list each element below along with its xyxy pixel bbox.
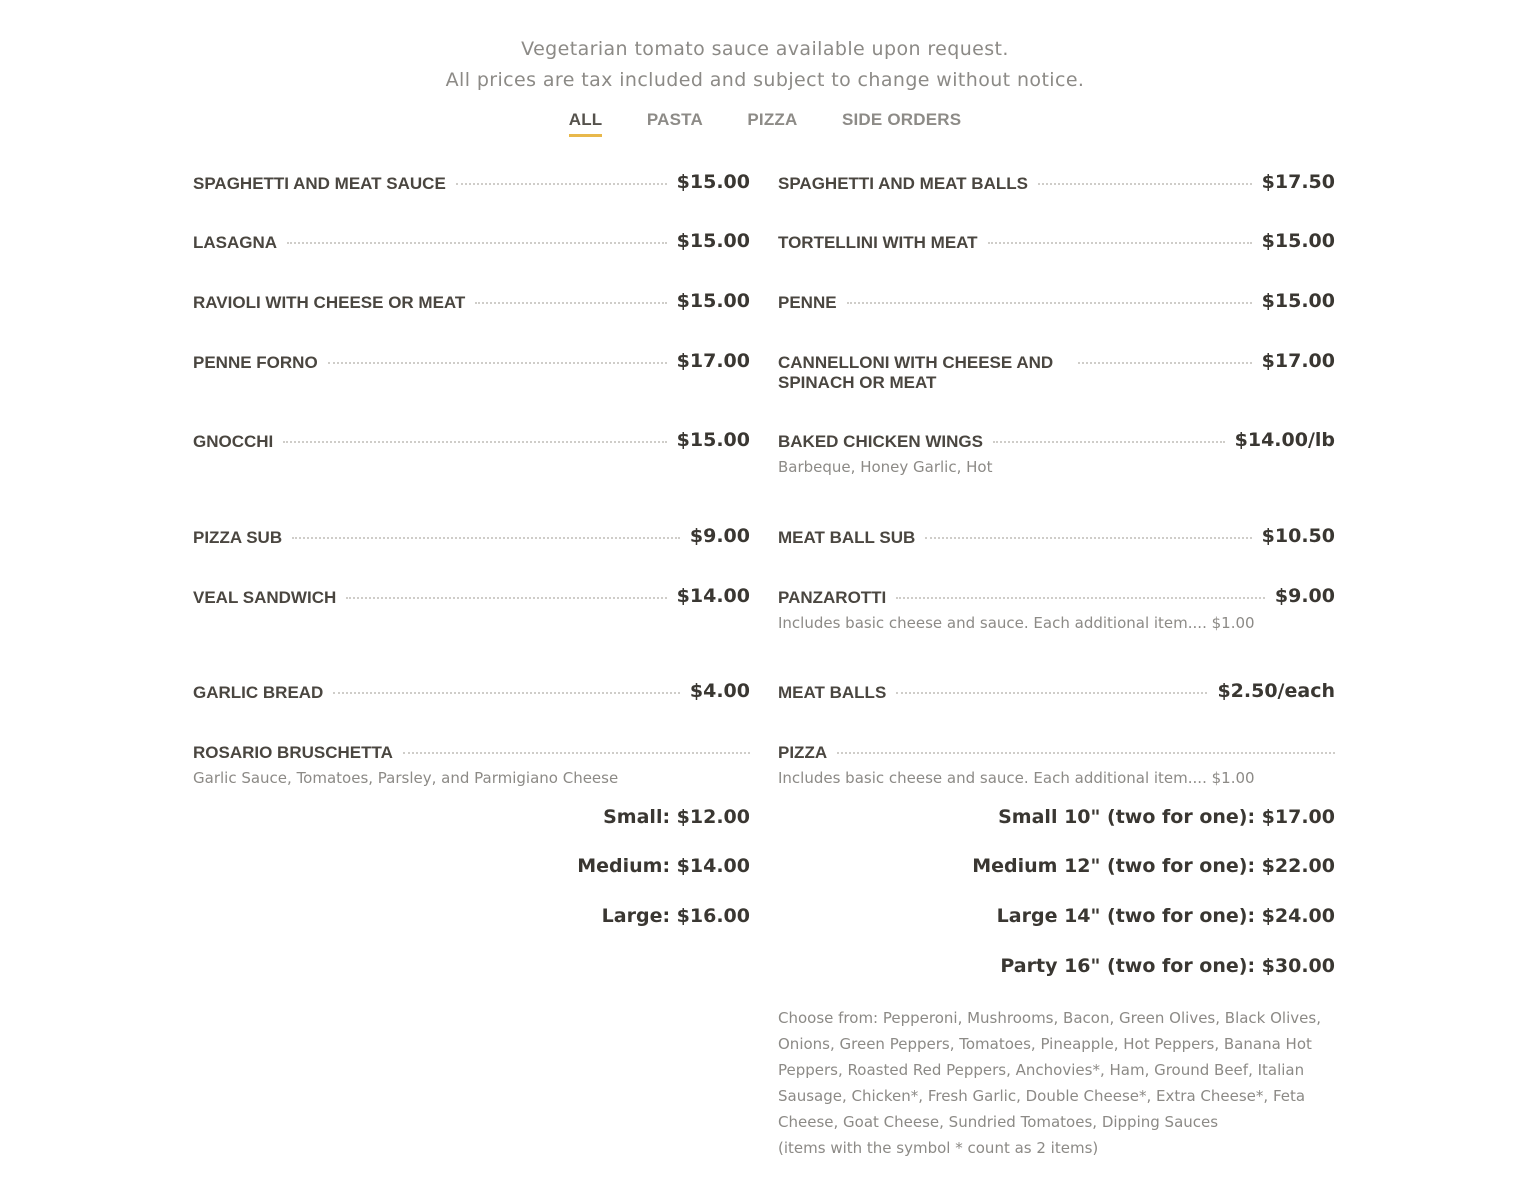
- size-price: Large: $16.00: [601, 905, 750, 927]
- tab-pasta[interactable]: PASTA: [646, 110, 703, 129]
- item-price: $17.00: [676, 350, 750, 372]
- menu-item: [193, 349, 750, 373]
- toppings-list: Choose from: Pepperoni, Mushrooms, Bacon, Green Olives, Black Olives, Onions, Green Peppers, Tomatoes, Pineapple, Hot Peppers, Banana Hot Peppers, Roasted Red Peppers, Anchovies*, Ham, Ground Beef, Italian Sausage, Chicken*, Fresh Garlic, Double Cheese*, Extra Cheese*, Feta Cheese, Goat Cheese, Sundried Tomatoes, Dipping Sauces: [778, 1009, 1321, 1131]
- item-name: CANNELLONI WITH CHEESE AND SPINACH OR MEAT: [778, 353, 1054, 392]
- item-description: Includes basic cheese and sauce. Each additional item.... $1.00: [778, 769, 1255, 787]
- menu-item: [778, 289, 1335, 313]
- item-name: PANZAROTTI: [778, 588, 887, 607]
- size-price: Small: $12.00: [603, 806, 750, 828]
- item-price: $15.00: [676, 230, 750, 252]
- size-price: Party 16" (two for one): $30.00: [1000, 955, 1335, 977]
- item-price: $17.00: [1261, 350, 1335, 372]
- menu-item: [778, 679, 1335, 703]
- item-name: BAKED CHICKEN WINGS: [778, 432, 983, 451]
- menu-item: [778, 524, 1335, 548]
- item-description: Garlic Sauce, Tomatoes, Parsley, and Parmigiano Cheese: [193, 769, 619, 787]
- menu-item: [193, 289, 750, 313]
- item-price: $15.00: [676, 429, 750, 451]
- pizza-toppings: [778, 1005, 1328, 1161]
- leader-dots: [333, 679, 680, 694]
- item-name: RAVIOLI WITH CHEESE OR MEAT: [193, 293, 466, 312]
- item-name: MEAT BALLS: [778, 683, 887, 702]
- tab-all[interactable]: ALL: [569, 110, 603, 137]
- item-price: $4.00: [689, 680, 750, 702]
- menu-item: [193, 584, 750, 608]
- size-price: Medium: $14.00: [577, 855, 750, 877]
- menu-item: [193, 679, 750, 703]
- menu-item: [193, 170, 750, 194]
- item-price: $10.50: [1261, 525, 1335, 547]
- leader-dots: [925, 524, 1251, 539]
- toppings-note: (items with the symbol * count as 2 items): [778, 1139, 1099, 1157]
- leader-dots: [328, 349, 667, 364]
- leader-dots: [456, 170, 667, 185]
- size-price: Large 14" (two for one): $24.00: [996, 905, 1335, 927]
- leader-dots: [1038, 170, 1252, 185]
- leader-dots: [896, 679, 1207, 694]
- menu-item: [778, 739, 1335, 788]
- item-name: MEAT BALL SUB: [778, 528, 916, 547]
- menu-notes: [0, 34, 1530, 96]
- item-price: $2.50/each: [1217, 680, 1335, 702]
- item-name: LASAGNA: [193, 233, 278, 252]
- menu-item: [193, 524, 750, 548]
- item-name: GNOCCHI: [193, 432, 274, 451]
- leader-dots: [847, 289, 1252, 304]
- leader-dots: [403, 739, 750, 754]
- item-name: PENNE FORNO: [193, 353, 318, 372]
- leader-dots: [346, 584, 666, 599]
- item-name: SPAGHETTI AND MEAT BALLS: [778, 174, 1028, 193]
- leader-dots: [993, 428, 1225, 443]
- item-name: PIZZA SUB: [193, 528, 283, 547]
- menu-item: [778, 170, 1335, 194]
- item-price: $15.00: [676, 171, 750, 193]
- item-price: $9.00: [689, 525, 750, 547]
- menu-item: [778, 584, 1335, 633]
- item-description: Barbeque, Honey Garlic, Hot: [778, 458, 993, 476]
- item-name: VEAL SANDWICH: [193, 588, 337, 607]
- item-name: SPAGHETTI AND MEAT SAUCE: [193, 174, 446, 193]
- item-description: Includes basic cheese and sauce. Each additional item.... $1.00: [778, 614, 1255, 632]
- item-name: GARLIC BREAD: [193, 683, 324, 702]
- item-name: PIZZA: [778, 743, 828, 762]
- size-price: Medium 12" (two for one): $22.00: [972, 855, 1335, 877]
- item-price: $15.00: [1261, 290, 1335, 312]
- tab-pizza[interactable]: PIZZA: [747, 110, 798, 129]
- item-price: $14.00: [676, 585, 750, 607]
- leader-dots: [837, 739, 1335, 754]
- leader-dots: [292, 524, 680, 539]
- item-name: ROSARIO BRUSCHETTA: [193, 743, 393, 762]
- leader-dots: [283, 428, 666, 443]
- menu-item: [193, 739, 750, 788]
- item-price: $15.00: [676, 290, 750, 312]
- category-tabs: [0, 110, 1530, 137]
- item-price: $17.50: [1261, 171, 1335, 193]
- size-price: Small 10" (two for one): $17.00: [998, 806, 1335, 828]
- leader-dots: [988, 229, 1252, 244]
- item-price: $14.00/lb: [1234, 429, 1335, 451]
- item-price: $9.00: [1274, 585, 1335, 607]
- item-name: PENNE: [778, 293, 837, 312]
- leader-dots: [287, 229, 667, 244]
- tab-side-orders[interactable]: SIDE ORDERS: [841, 110, 962, 129]
- leader-dots: [475, 289, 666, 304]
- menu-item: [778, 229, 1335, 253]
- vegetarian-note: Vegetarian tomato sauce available upon request.: [521, 38, 1009, 60]
- price-note: All prices are tax included and subject to change without notice.: [445, 69, 1085, 91]
- leader-dots: [1078, 349, 1252, 364]
- menu-item: [778, 349, 1335, 393]
- menu-item: [193, 229, 750, 253]
- leader-dots: [896, 584, 1265, 599]
- menu-item: [778, 428, 1335, 477]
- menu-item: [193, 428, 750, 452]
- item-price: $15.00: [1261, 230, 1335, 252]
- item-name: TORTELLINI WITH MEAT: [778, 233, 978, 252]
